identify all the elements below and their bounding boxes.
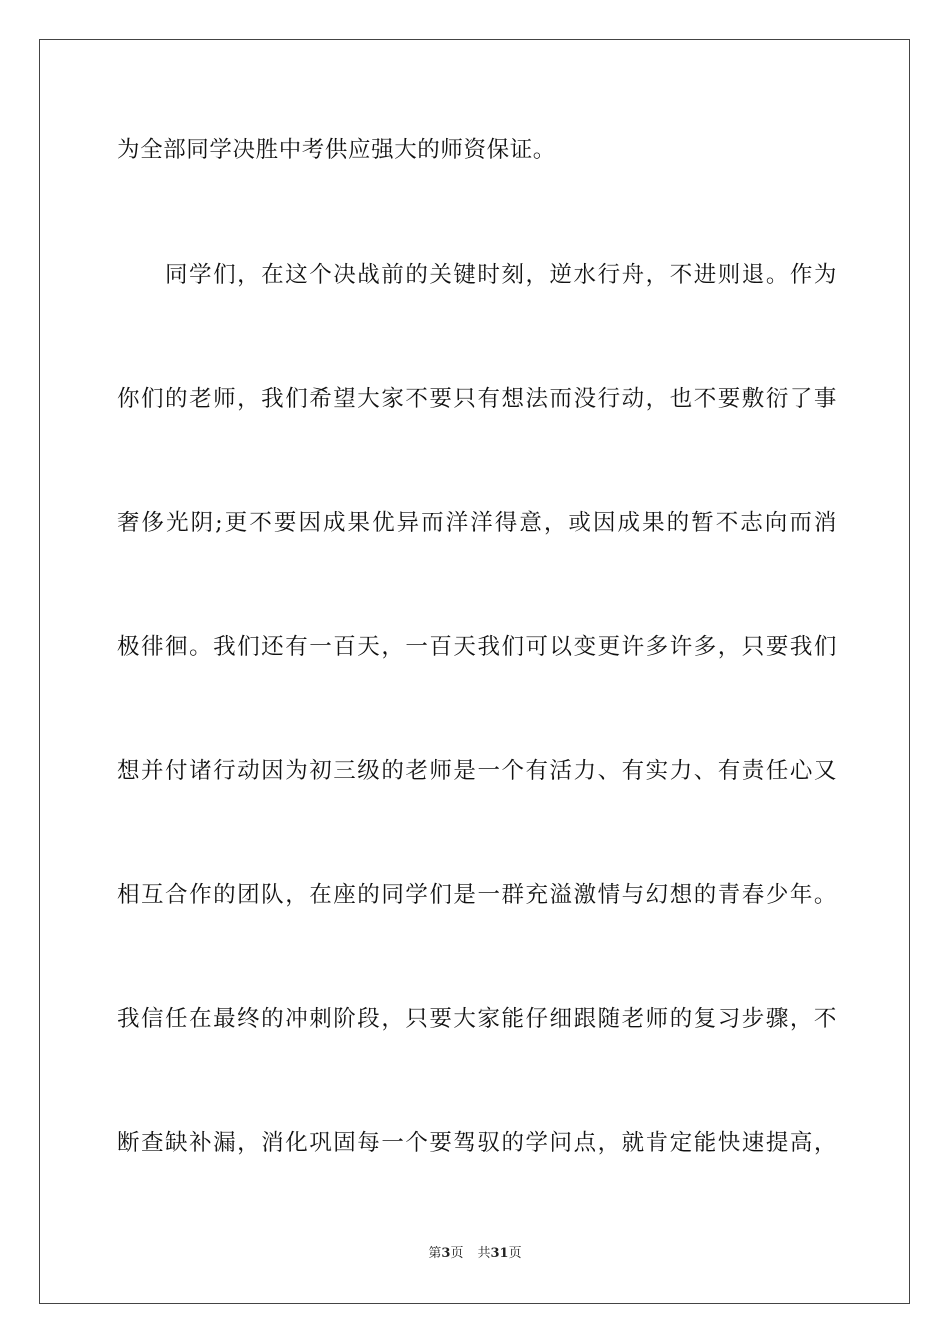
body-text-line: 极徘徊。我们还有一百天，一百天我们可以变更许多许多，只要我们 bbox=[117, 634, 837, 660]
body-text-line: 同学们，在这个决战前的关键时刻，逆水行舟，不进则退。作为 bbox=[165, 262, 837, 288]
body-text-line: 想并付诸行动因为初三级的老师是一个有活力、有实力、有责任心又 bbox=[117, 758, 837, 784]
body-text-line: 相互合作的团队，在座的同学们是一群充溢激情与幻想的青春少年。 bbox=[117, 882, 837, 908]
body-text-line: 断查缺补漏，消化巩固每一个要驾驭的学问点，就肯定能快速提高， bbox=[117, 1130, 837, 1156]
page-suffix: 页 bbox=[450, 1246, 464, 1261]
total-suffix: 页 bbox=[508, 1246, 522, 1261]
page-frame bbox=[39, 39, 910, 1304]
total-prefix: 共 bbox=[477, 1246, 491, 1261]
body-text-line: 我信任在最终的冲刺阶段，只要大家能仔细跟随老师的复习步骤，不 bbox=[117, 1006, 837, 1032]
body-text-line: 奢侈光阴;更不要因成果优异而洋洋得意，或因成果的暂不志向而消 bbox=[117, 510, 837, 536]
page-prefix: 第 bbox=[428, 1246, 442, 1261]
page-footer bbox=[0, 1245, 950, 1263]
page-number: 3 bbox=[441, 1246, 451, 1261]
total-pages: 31 bbox=[490, 1246, 509, 1261]
body-text-line: 为全部同学决胜中考供应强大的师资保证。 bbox=[117, 137, 556, 163]
body-text-line: 你们的老师，我们希望大家不要只有想法而没行动，也不要敷衍了事 bbox=[117, 386, 837, 412]
